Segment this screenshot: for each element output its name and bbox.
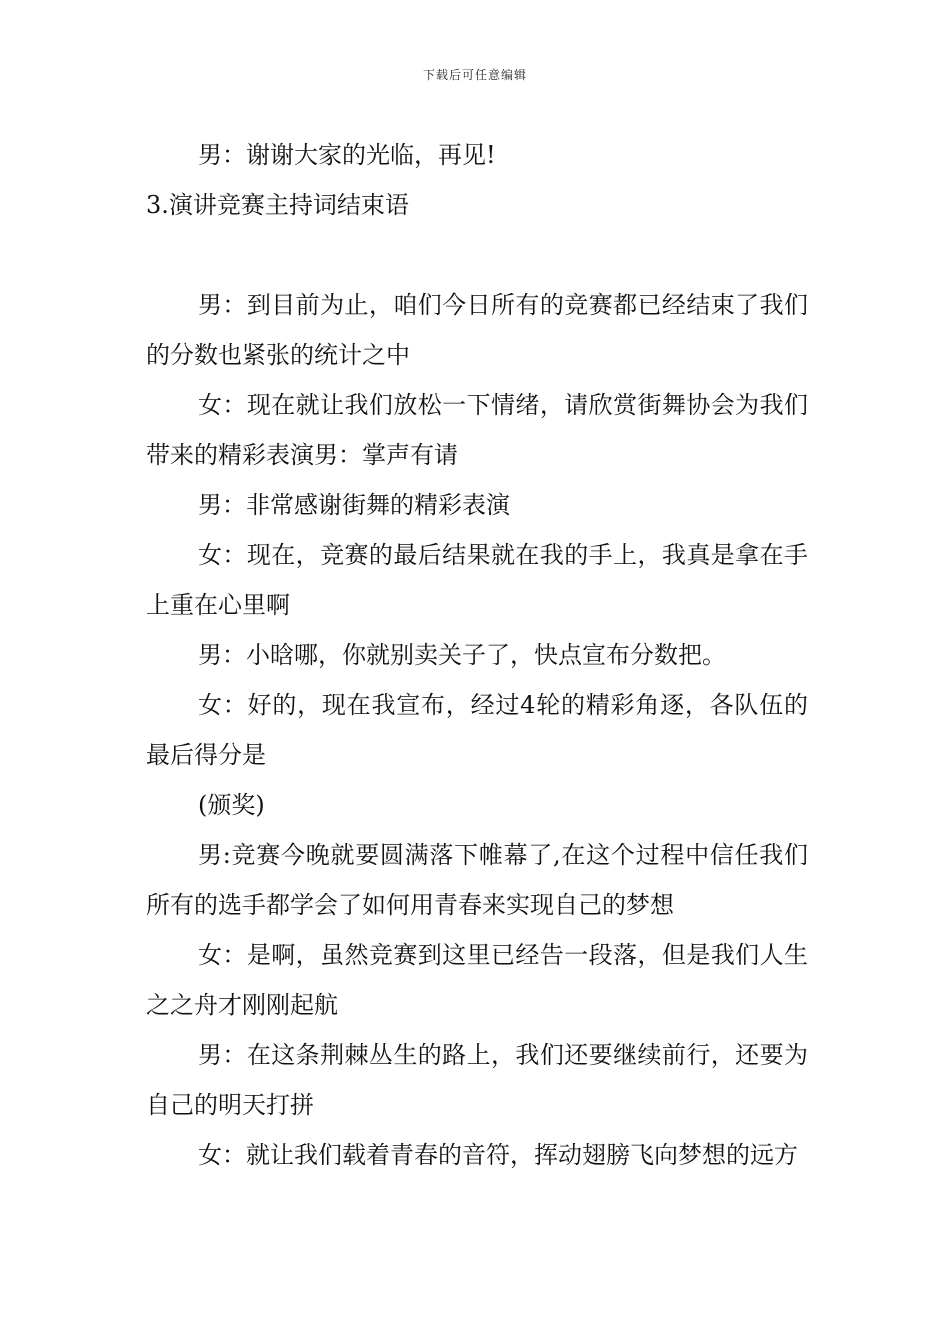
paragraph-1: 男：到目前为止，咱们今日所有的竞赛都已经结束了我们的分数也紧张的统计之中 [146,291,808,369]
paragraph-2: 女：现在就让我们放松一下情绪，请欣赏街舞协会为我们带来的精彩表演男：掌声有请 [146,391,808,469]
blank-line [146,230,808,280]
paragraph-4: 女：现在，竞赛的最后结果就在我的手上，我真是拿在手上重在心里啊 [146,541,808,619]
section-heading: 3.演讲竞赛主持词结束语 [146,191,409,219]
document-body [146,130,808,1180]
paragraph-6: 女：好的，现在我宣布，经过4轮的精彩角逐，各队伍的最后得分是 [146,691,808,769]
paragraph-5: 男：小晗哪，你就别卖关子了，快点宣布分数把。 [198,641,726,669]
paragraph-9: 女：是啊，虽然竞赛到这里已经告一段落，但是我们人生之之舟才刚刚起航 [146,941,808,1019]
page-header-note: 下载后可任意编辑 [422,68,527,82]
closing-line: 男：谢谢大家的光临，再见! [198,141,496,169]
paragraph-8: 男:竞赛今晚就要圆满落下帷幕了,在这个过程中信任我们所有的选手都学会了如何用青春来实现自己的梦想 [146,841,808,919]
paragraph-7: (颁奖) [198,791,265,819]
paragraph-11: 女：就让我们载着青春的音符，挥动翅膀飞向梦想的远方 [198,1141,798,1169]
paragraph-10: 男：在这条荆棘丛生的路上，我们还要继续前行，还要为自己的明天打拼 [146,1041,808,1119]
paragraph-3: 男：非常感谢街舞的精彩表演 [198,491,510,519]
